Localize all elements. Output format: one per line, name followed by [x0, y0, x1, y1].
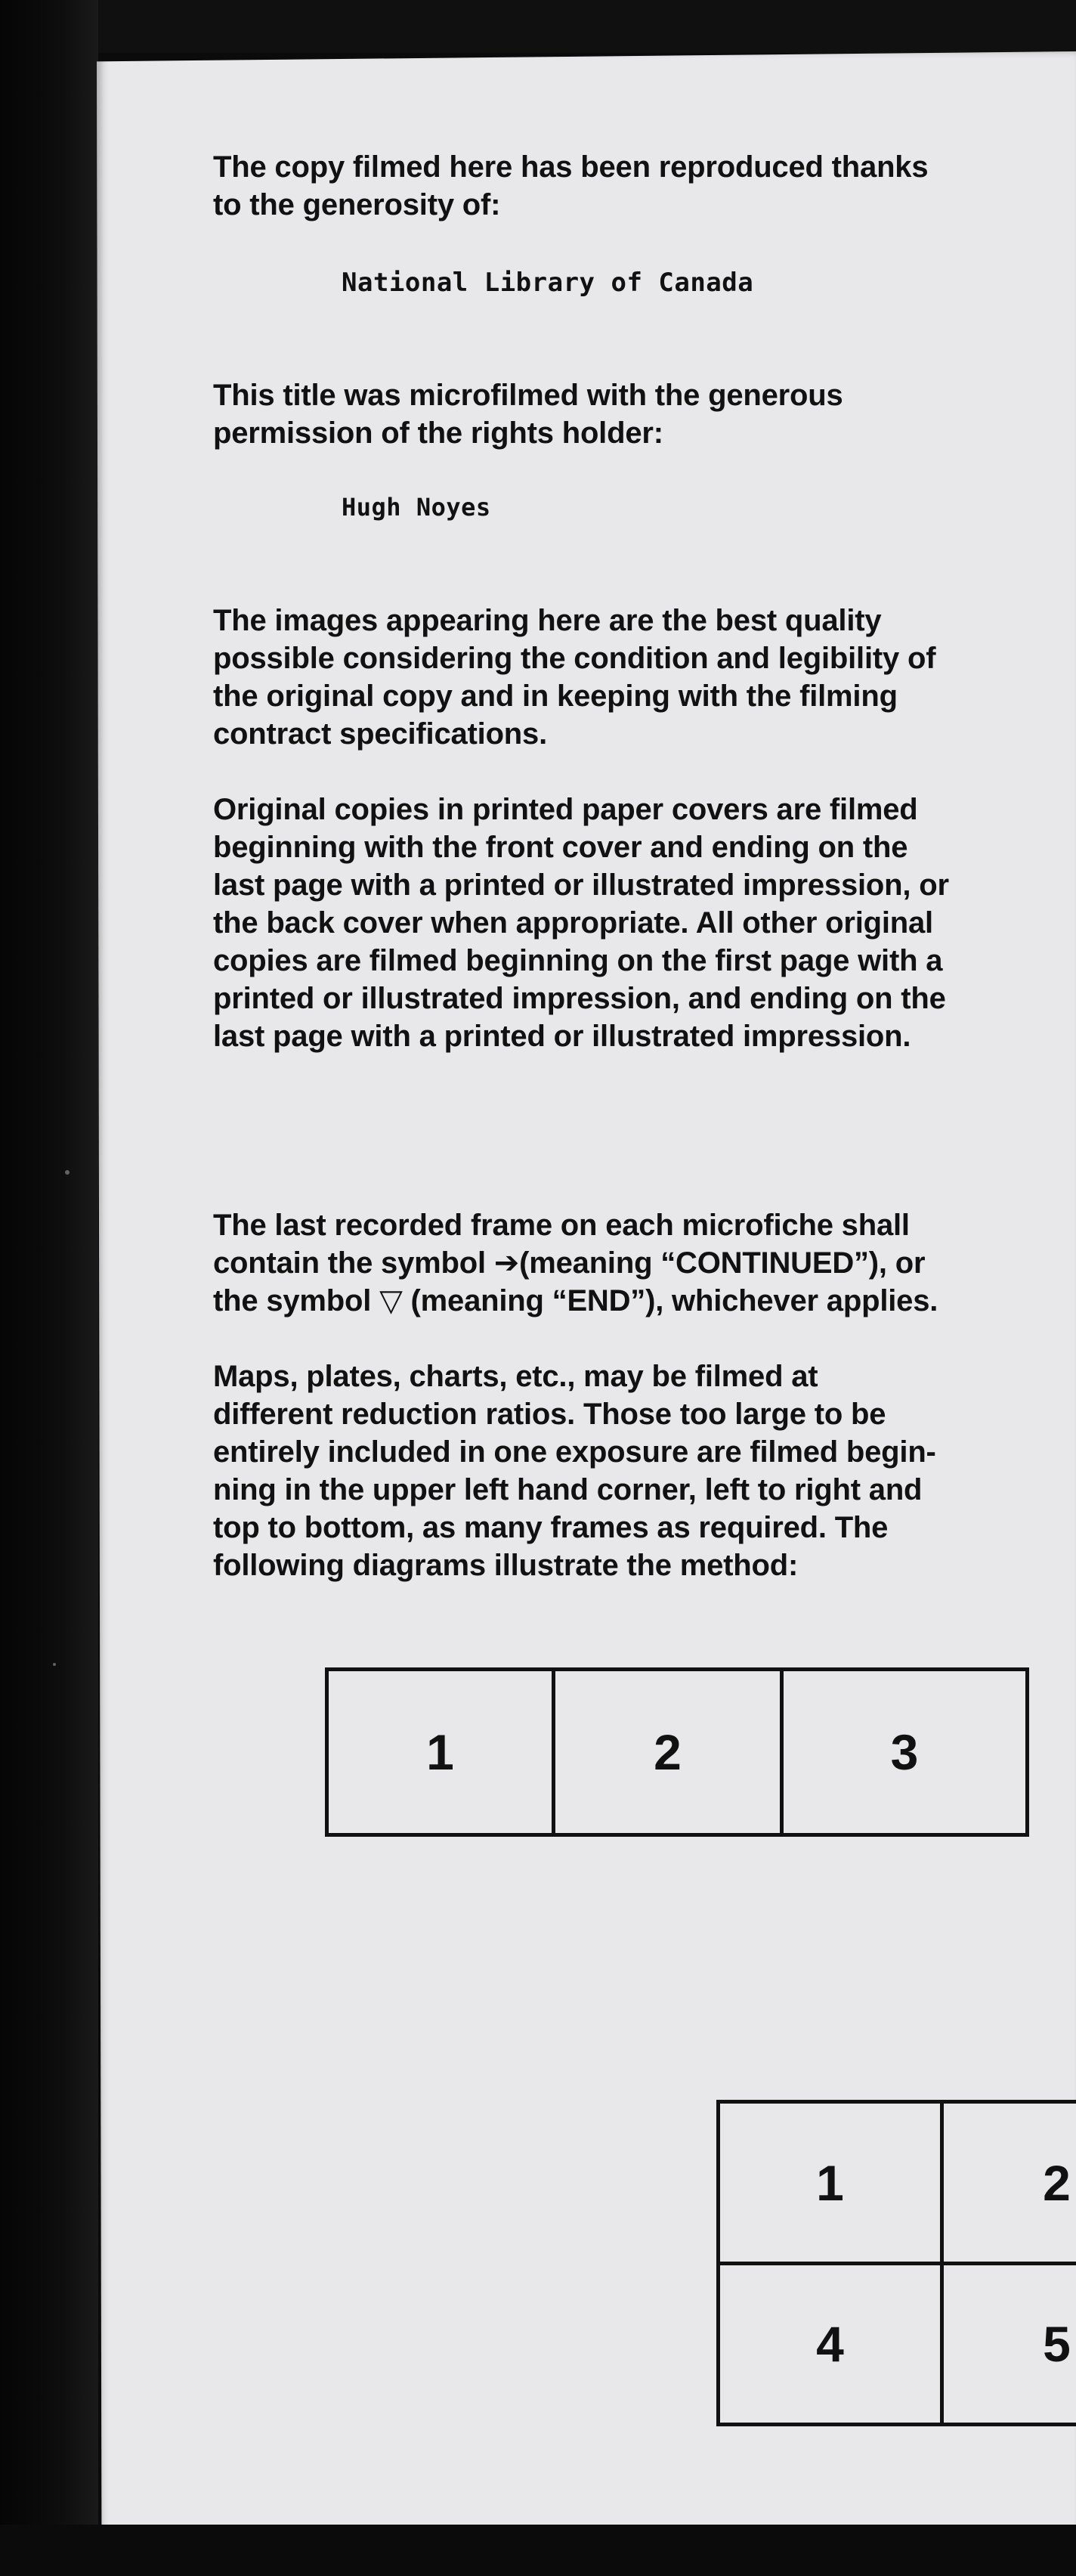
text-line: last page with a printed or illustrated impression, or: [213, 868, 949, 902]
film-speck: [53, 1663, 56, 1666]
text-line: the back cover when appropriate. All other original: [213, 906, 933, 940]
text-line: the symbol ▽ (meaning “END”), whichever applies.: [213, 1284, 938, 1317]
film-border-bottom: [0, 2525, 1076, 2576]
text-line: possible considering the condition and legibility of: [213, 642, 936, 675]
film-border-left: [0, 0, 98, 2576]
text-line: the original copy and in keeping with the filming: [213, 680, 898, 713]
film-speck: [65, 1170, 70, 1175]
diagram-grid-frames: [716, 2100, 1076, 2426]
frame-cell: 2: [944, 2104, 1076, 2265]
frame-cell: 3: [890, 1724, 919, 1780]
text-line: to the generosity of:: [213, 188, 501, 221]
text-line: ning in the upper left hand corner, left to right and: [213, 1473, 923, 1506]
frame-cell: 1: [329, 1671, 555, 1833]
text-line: The copy filmed here has been reproduced thanks: [213, 150, 929, 184]
text-line: different reduction ratios. Those too large to be: [213, 1398, 886, 1431]
text-line: permission of the rights holder:: [213, 416, 663, 450]
rights-holder-name: Hugh Noyes: [342, 493, 491, 522]
text-line: contain the symbol ➔(meaning “CONTINUED”), or: [213, 1246, 926, 1280]
diagram-three-frames: [325, 1667, 1029, 1837]
frame-cell: 2: [555, 1671, 784, 1833]
text-line: beginning with the front cover and ending on the: [213, 831, 908, 864]
frame-cell: 5: [944, 2265, 1076, 2423]
text-line: Maps, plates, charts, etc., may be filmed at: [213, 1360, 818, 1393]
text-line: last page with a printed or illustrated impression.: [213, 1020, 911, 1053]
paragraph-microfilmed-permission: [213, 376, 999, 452]
institution-name: National Library of Canada: [342, 268, 754, 298]
frame-cell: 4: [720, 2265, 944, 2423]
film-border-top: [0, 0, 1076, 53]
text-line: following diagrams illustrate the method:: [213, 1549, 799, 1582]
text-line: This title was microfilmed with the generous: [213, 379, 843, 412]
text-line: The images appearing here are the best quality: [213, 604, 882, 637]
frame-cell: 1: [720, 2104, 944, 2265]
text-line: copies are filmed beginning on the first page with a: [213, 944, 943, 977]
text-line: The last recorded frame on each microfiche shall: [213, 1209, 910, 1242]
paragraph-copy-filmed: [213, 148, 999, 224]
paragraph-maps-plates: [213, 1358, 999, 1584]
text-line: Original copies in printed paper covers are filmed: [213, 793, 918, 826]
paragraph-images-quality: [213, 602, 999, 753]
paragraph-last-frame: [213, 1206, 999, 1320]
text-line: top to bottom, as many frames as required. The: [213, 1511, 889, 1544]
text-line: entirely included in one exposure are filmed begin-: [213, 1435, 936, 1469]
text-line: printed or illustrated impression, and ending on the: [213, 982, 946, 1015]
paragraph-original-copies: [213, 791, 999, 1055]
text-line: contract specifications.: [213, 717, 547, 751]
